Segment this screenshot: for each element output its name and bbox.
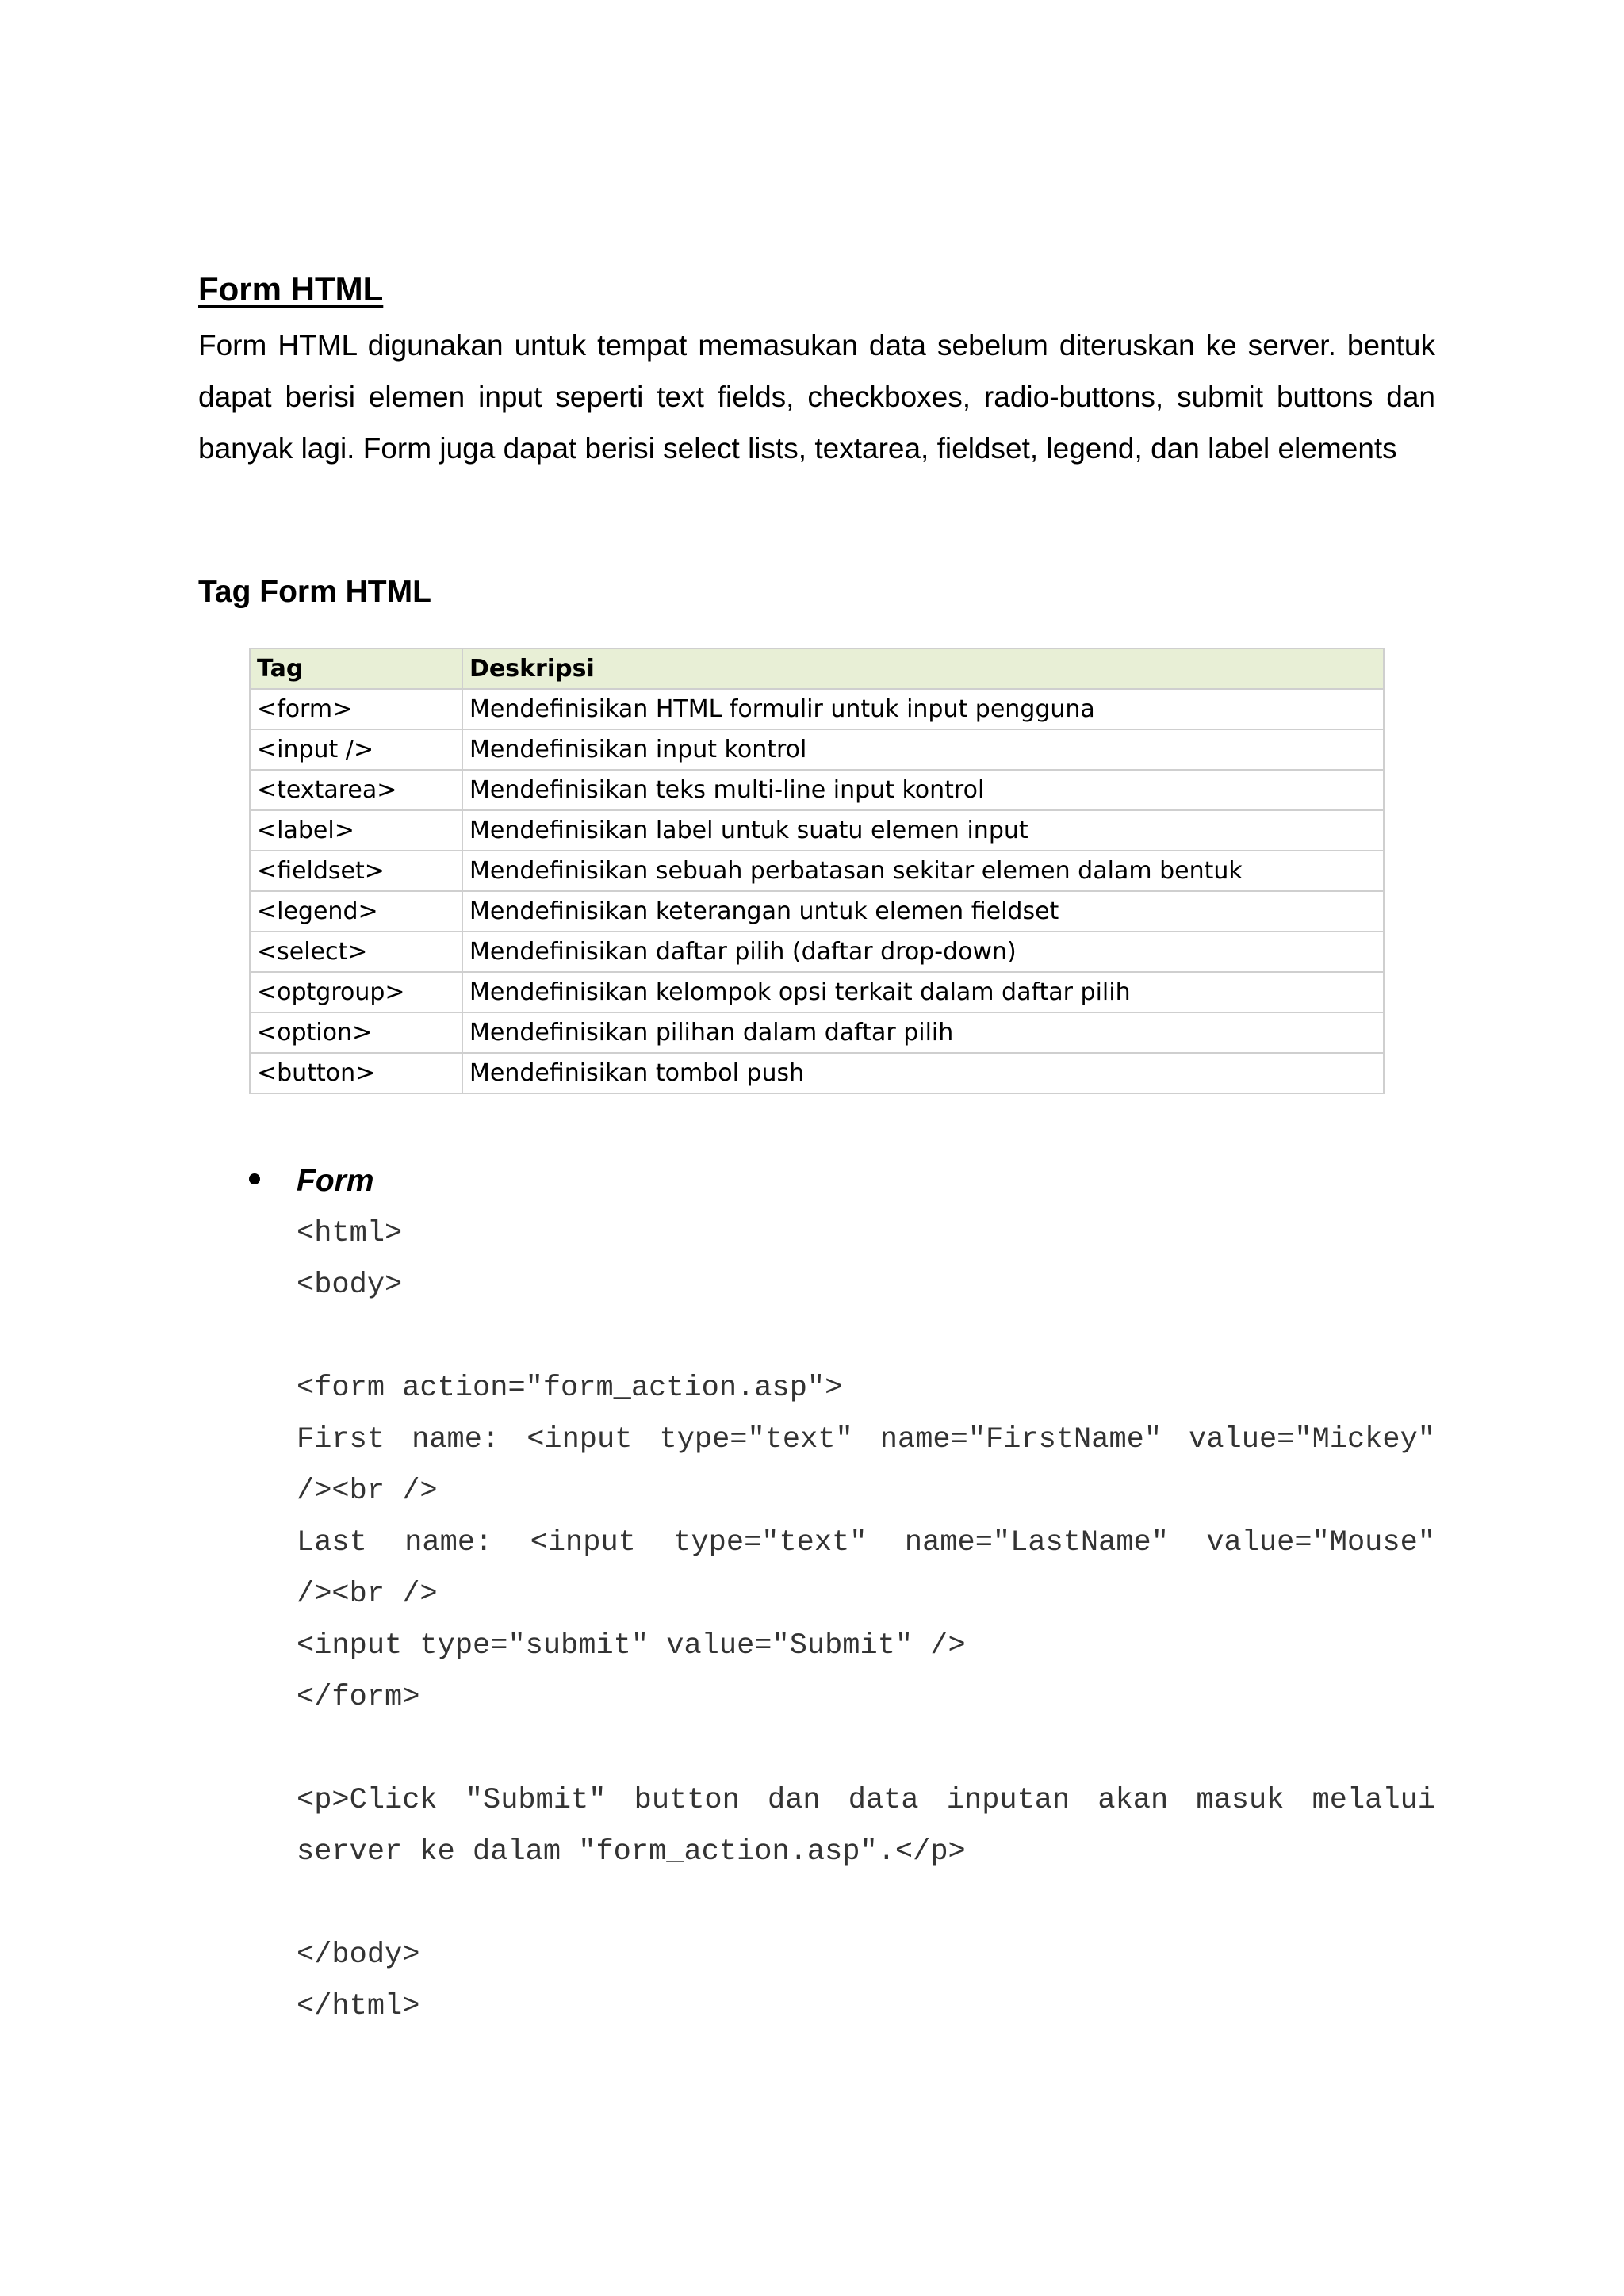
code-line: </form> [297,1681,420,1714]
table-cell-tag: <label> [250,810,462,851]
table-row [250,932,1384,972]
code-line: <html> [297,1217,403,1250]
table-cell-tag: <textarea> [250,770,462,810]
bullet-dot-icon [249,1173,260,1184]
code-line: First name: <input type="text" name="FirstName" value="Mickey" [297,1423,1435,1456]
table-cell-description: Mendefinisikan label untuk suatu elemen input [462,810,1384,851]
table-cell-tag: <optgroup> [250,972,462,1012]
table-row [250,729,1384,770]
table-cell-description: Mendefinisikan teks multi-line input kontrol [462,770,1384,810]
table-cell-description: Mendefinisikan HTML formulir untuk input pengguna [462,689,1384,729]
code-line: server ke dalam "form_action.asp".</p> [297,1835,966,1869]
table-cell-description: Mendefinisikan input kontrol [462,729,1384,770]
code-line: <body> [297,1269,403,1302]
bullet-label: Form [297,1164,374,1198]
code-line: </html> [297,1990,420,2023]
table-cell-tag: <legend> [250,891,462,932]
table-row [250,810,1384,851]
table-cell-description: Mendefinisikan pilihan dalam daftar pilih [462,1012,1384,1053]
page-title: Form HTML [198,270,384,308]
table-cell-tag: <button> [250,1053,462,1093]
table-cell-description: Mendefinisikan keterangan untuk elemen fieldset [462,891,1384,932]
table-cell-tag: <fieldset> [250,851,462,891]
table-row [250,770,1384,810]
table-cell-description: Mendefinisikan kelompok opsi terkait dalam daftar pilih [462,972,1384,1012]
code-line: Last name: <input type="text" name="LastName" value="Mouse" [297,1526,1435,1559]
code-line: </body> [297,1938,420,1972]
table-header-tag: Tag [250,649,462,689]
table-row [250,851,1384,891]
code-line: /><br /> [297,1475,438,1508]
table-cell-description: Mendefinisikan tombol push [462,1053,1384,1093]
table-row [250,891,1384,932]
table-cell-tag: <select> [250,932,462,972]
code-line: <input type="submit" value="Submit" /> [297,1629,966,1663]
table-row [250,689,1384,729]
code-line: /><br /> [297,1578,438,1611]
table-cell-tag: <input /> [250,729,462,770]
table-row [250,1053,1384,1093]
table-cell-description: Mendefinisikan sebuah perbatasan sekitar elemen dalam bentuk [462,851,1384,891]
table-header-row [250,649,1384,689]
table-header-description: Deskripsi [462,649,1384,689]
code-line: <p>Click "Submit" button dan data inputan akan masuk melalui [297,1784,1435,1817]
tag-table [249,648,1385,1094]
table-row [250,1012,1384,1053]
table-row [250,972,1384,1012]
table-cell-tag: <form> [250,689,462,729]
table-cell-tag: <option> [250,1012,462,1053]
table-cell-description: Mendefinisikan daftar pilih (daftar drop-down) [462,932,1384,972]
section-subtitle: Tag Form HTML [198,575,431,609]
code-line: <form action="form_action.asp"> [297,1372,843,1405]
intro-paragraph: Form HTML digunakan untuk tempat memasukan data sebelum diteruskan ke server. bentuk dapat berisi elemen input seperti text fields, checkboxes, radio-buttons, submit buttons dan banyak lagi. Form juga dapat berisi select lists, textarea, fieldset, legend, dan label elements [198,329,1435,465]
